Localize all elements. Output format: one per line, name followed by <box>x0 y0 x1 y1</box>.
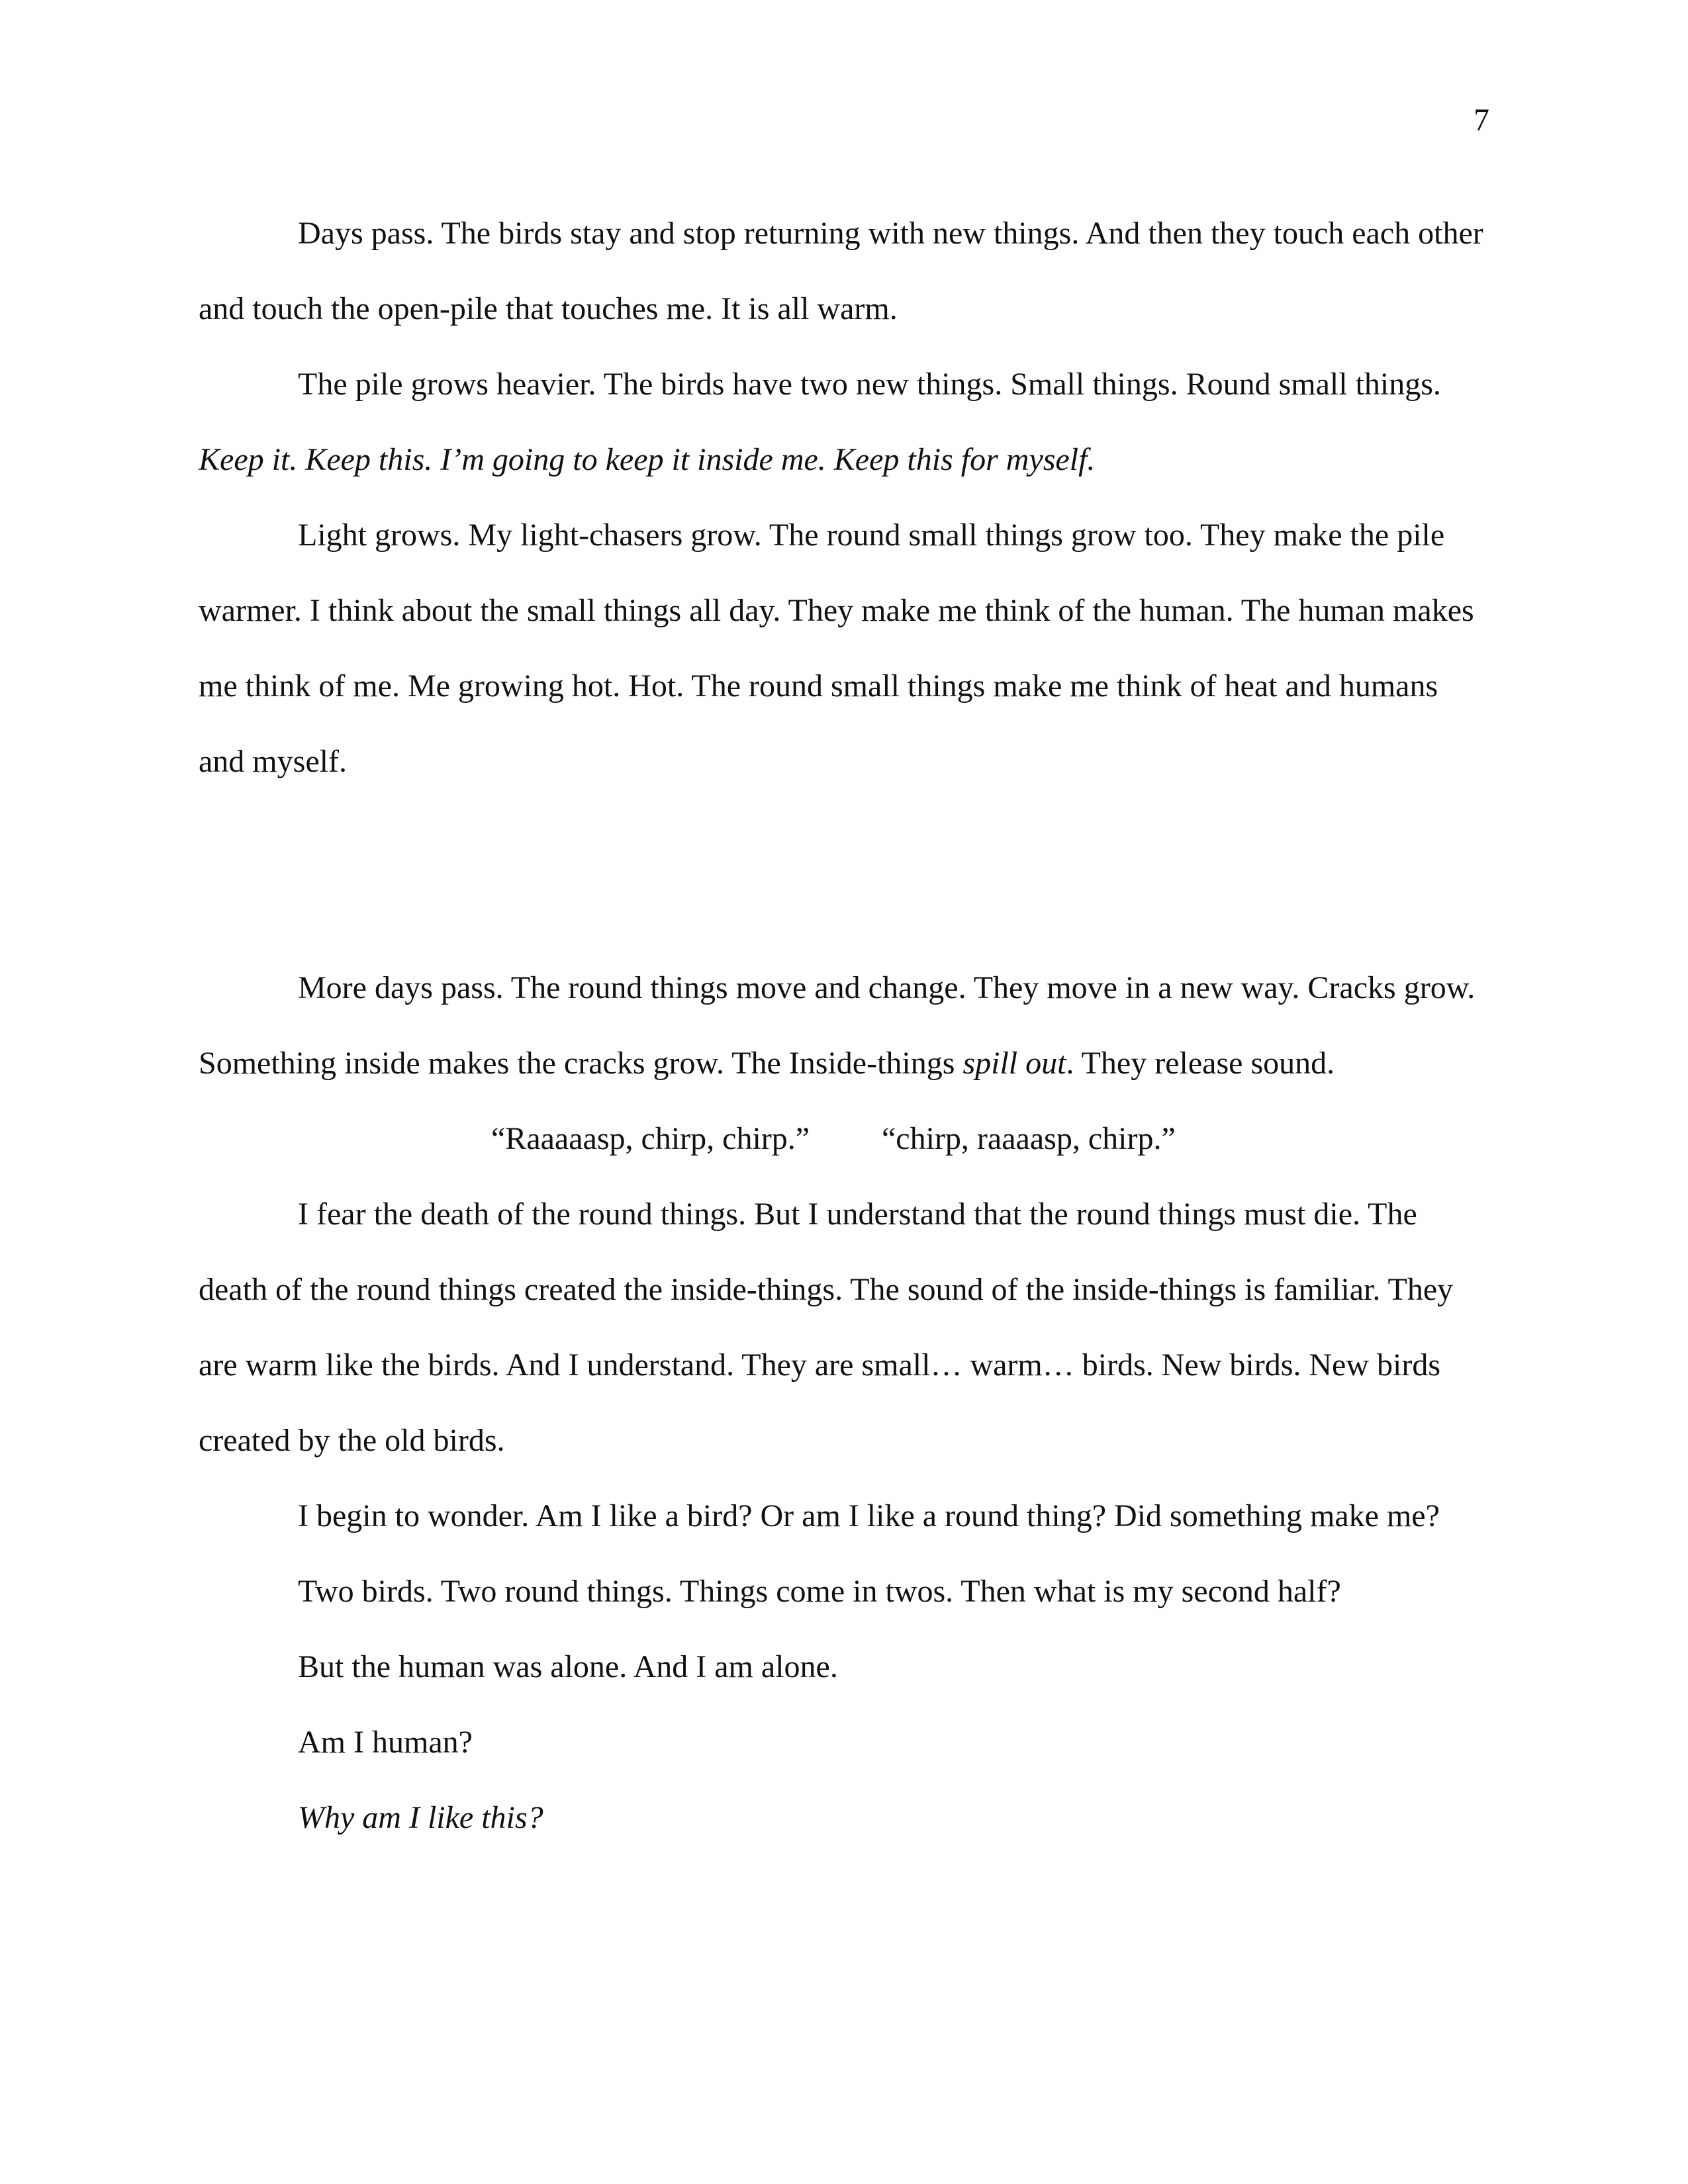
paragraph-pile-grows-text: The pile grows heavier. The birds have two new things. Small things. Round small things. <box>298 367 1441 402</box>
paragraph-more-days-pass <box>199 950 1489 1101</box>
section-break <box>199 799 1489 875</box>
page-number: 7 <box>1474 103 1489 138</box>
paragraph-human-alone: But the human was alone. And I am alone. <box>298 1649 838 1684</box>
section-break-space <box>199 875 1489 950</box>
bird-sound-2: “chirp, raaaasp, chirp.” <box>882 1121 1176 1156</box>
italic-why-am-i-like-this: Why am I like this? <box>298 1800 543 1835</box>
body-text <box>199 196 1489 1856</box>
paragraph-days-pass: Days pass. The birds stay and stop returning with new things. And then they touch each other and touch the open-pile that touches me. It is all warm. <box>199 216 1483 326</box>
bird-sounds-line <box>199 1101 1489 1177</box>
paragraph-why-am-i <box>199 1780 1489 1856</box>
italic-spill-out: spill out <box>962 1046 1066 1081</box>
paragraph-begin-to-wonder: I begin to wonder. Am I like a bird? Or am I like a round thing? Did something make me? <box>298 1498 1440 1533</box>
bird-sound-1: “Raaaaasp, chirp, chirp.” <box>491 1121 810 1156</box>
paragraph-pile-grows <box>199 347 1489 498</box>
paragraph-am-i-human: Am I human? <box>298 1725 473 1760</box>
paragraph-more-days-end: . They release sound. <box>1066 1046 1335 1081</box>
paragraph-fear-death: I fear the death of the round things. But I understand that the round things must die. The death of the round things created the inside-things. The sound of the inside-things is familiar. They are warm like the birds. And I understand. They are small… warm… birds. New birds. New birds created by the old birds. <box>199 1197 1454 1458</box>
italic-thought-keep-it: Keep it. Keep this. I’m going to keep it inside me. Keep this for myself. <box>199 442 1096 477</box>
paragraph-more-days-text: More days pass. The round things move and change. They move in a new way. Cracks grow. Something inside makes the cracks grow. The Inside-things <box>199 970 1476 1081</box>
paragraph-light-grows: Light grows. My light-chasers grow. The round small things grow too. They make the pile warmer. I think about the small things all day. They make me think of the human. The human makes me think of me. Me growing hot. Hot. The round small things make me think of heat and humans and myself. <box>199 518 1474 779</box>
paragraph-two-birds: Two birds. Two round things. Things come in twos. Then what is my second half? <box>298 1574 1341 1609</box>
